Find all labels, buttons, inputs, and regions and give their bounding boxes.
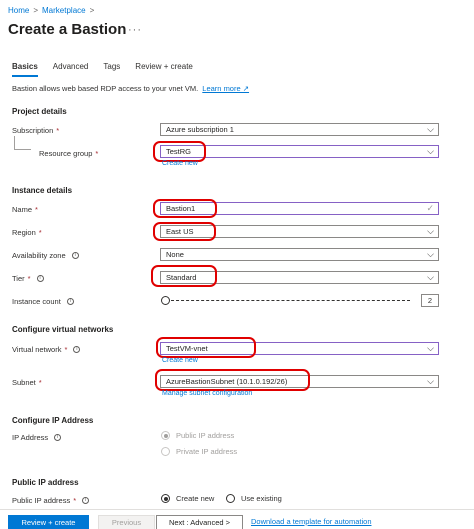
tier-label: [12, 274, 44, 283]
public-ip-address-label: [12, 496, 89, 505]
name-value: Bastion1: [166, 204, 196, 213]
subnet-label-text: Subnet: [12, 378, 36, 387]
section-configure-virtual-networks: Configure virtual networks: [12, 325, 114, 334]
description: [12, 84, 249, 93]
subnet-label: [12, 378, 42, 387]
highlight-annotation: [153, 141, 206, 162]
required-marker: *: [38, 378, 42, 387]
public-ip-use-existing-label: Use existing: [241, 494, 282, 503]
next-advanced-button[interactable]: Next : Advanced >: [156, 515, 243, 529]
required-marker: *: [35, 205, 38, 214]
chevron-down-icon: ⌵: [427, 249, 434, 259]
tab-review-create[interactable]: Review + create: [135, 62, 193, 71]
section-project-details: Project details: [12, 107, 67, 116]
availability-zone-select[interactable]: [160, 248, 439, 261]
radio-button-icon: [226, 494, 235, 503]
region-label-text: Region: [12, 228, 36, 237]
learn-more-link[interactable]: Learn more ↗: [202, 84, 250, 93]
subscription-select[interactable]: [160, 123, 439, 136]
name-label: [12, 205, 38, 214]
virtual-network-create-new-link[interactable]: Create new: [162, 357, 198, 364]
required-marker: *: [73, 496, 77, 505]
breadcrumb-home-link[interactable]: Home: [8, 6, 30, 15]
virtual-network-label: [12, 345, 80, 354]
region-value: East US: [166, 227, 194, 236]
instance-count-label-text: Instance count: [12, 297, 61, 306]
ip-address-private-option[interactable]: [161, 447, 237, 456]
public-ip-address-label-text: Public IP address: [12, 496, 71, 505]
breadcrumb-marketplace-link[interactable]: Marketplace: [42, 6, 86, 15]
chevron-down-icon: ⌵: [427, 124, 434, 134]
ip-address-label-text: IP Address: [12, 433, 49, 442]
tab-tags[interactable]: Tags: [103, 62, 121, 71]
tab-bar: [12, 62, 193, 77]
public-ip-create-new-label: Create new: [176, 494, 215, 503]
radio-button-icon: [161, 494, 170, 503]
required-marker: *: [27, 274, 31, 283]
resource-group-value: TestRG: [166, 147, 192, 156]
breadcrumb: [8, 6, 94, 15]
chevron-down-icon: ⌵: [427, 226, 434, 236]
availability-zone-value: None: [166, 250, 184, 259]
required-marker: *: [95, 149, 99, 158]
instance-count-slider-thumb[interactable]: [161, 296, 170, 305]
info-icon[interactable]: i: [54, 434, 61, 441]
tier-label-text: Tier: [12, 274, 25, 283]
instance-count-input[interactable]: 2: [421, 294, 439, 307]
highlight-annotation: [151, 265, 217, 287]
virtual-network-label-text: Virtual network: [12, 345, 62, 354]
required-marker: *: [38, 228, 42, 237]
subscription-value: Azure subscription 1: [166, 125, 234, 134]
breadcrumb-separator: >: [89, 6, 95, 15]
instance-count-label: [12, 297, 74, 306]
chevron-down-icon: ⌵: [427, 376, 434, 386]
download-template-link[interactable]: Download a template for automation: [251, 517, 372, 526]
subnet-value: AzureBastionSubnet (10.1.0.192/26): [166, 377, 288, 386]
page-title: Create a Bastion: [8, 21, 127, 38]
required-marker: *: [64, 345, 68, 354]
highlight-annotation: [153, 222, 216, 241]
section-configure-ip-address: Configure IP Address: [12, 416, 94, 425]
highlight-annotation: [156, 337, 256, 358]
resource-group-label: [39, 149, 98, 158]
info-icon[interactable]: i: [37, 275, 44, 282]
chevron-down-icon: ⌵: [427, 343, 434, 353]
highlight-annotation: [153, 199, 217, 218]
resource-group-label-text: Resource group: [39, 149, 93, 158]
radio-button-icon: [161, 447, 170, 456]
region-label: [12, 228, 42, 237]
review-create-button[interactable]: Review + create: [8, 515, 89, 529]
instance-count-slider-track[interactable]: [166, 300, 410, 301]
chevron-down-icon: ⌵: [427, 272, 434, 282]
description-text: Bastion allows web based RDP access to your vnet VM.: [12, 84, 199, 93]
highlight-annotation: [155, 369, 310, 391]
availability-zone-label-text: Availability zone: [12, 251, 66, 260]
info-icon[interactable]: i: [82, 497, 89, 504]
public-ip-use-existing-option[interactable]: [226, 494, 282, 503]
section-instance-details: Instance details: [12, 186, 73, 195]
checkmark-icon: ✓: [426, 203, 434, 213]
tab-advanced[interactable]: Advanced: [52, 62, 89, 71]
chevron-down-icon: ⌵: [427, 146, 434, 156]
ip-address-public-option[interactable]: [161, 431, 234, 440]
resource-group-create-new-link[interactable]: Create new: [162, 160, 198, 167]
more-options-icon[interactable]: ···: [128, 24, 142, 36]
ip-address-label: [12, 433, 61, 442]
info-icon[interactable]: i: [67, 298, 74, 305]
virtual-network-value: TestVM-vnet: [166, 344, 208, 353]
manage-subnet-configuration-link[interactable]: Manage subnet configuration: [162, 390, 253, 397]
ip-address-private-label: Private IP address: [176, 447, 238, 456]
previous-button[interactable]: Previous: [98, 515, 155, 529]
radio-button-icon: [161, 431, 170, 440]
section-public-ip-address: Public IP address: [12, 478, 79, 487]
breadcrumb-separator: >: [33, 6, 39, 15]
info-icon[interactable]: i: [72, 252, 79, 259]
info-icon[interactable]: i: [73, 346, 80, 353]
name-label-text: Name: [12, 205, 33, 214]
tier-value: Standard: [166, 273, 197, 282]
required-marker: *: [56, 126, 60, 135]
ip-address-public-label: Public IP address: [176, 431, 235, 440]
tab-basics[interactable]: Basics: [12, 62, 38, 77]
subscription-label-text: Subscription: [12, 126, 54, 135]
public-ip-create-new-option[interactable]: [161, 494, 214, 503]
availability-zone-label: [12, 251, 79, 260]
tree-connector: [14, 136, 15, 149]
tree-connector: [14, 149, 31, 150]
subscription-label: [12, 126, 59, 135]
